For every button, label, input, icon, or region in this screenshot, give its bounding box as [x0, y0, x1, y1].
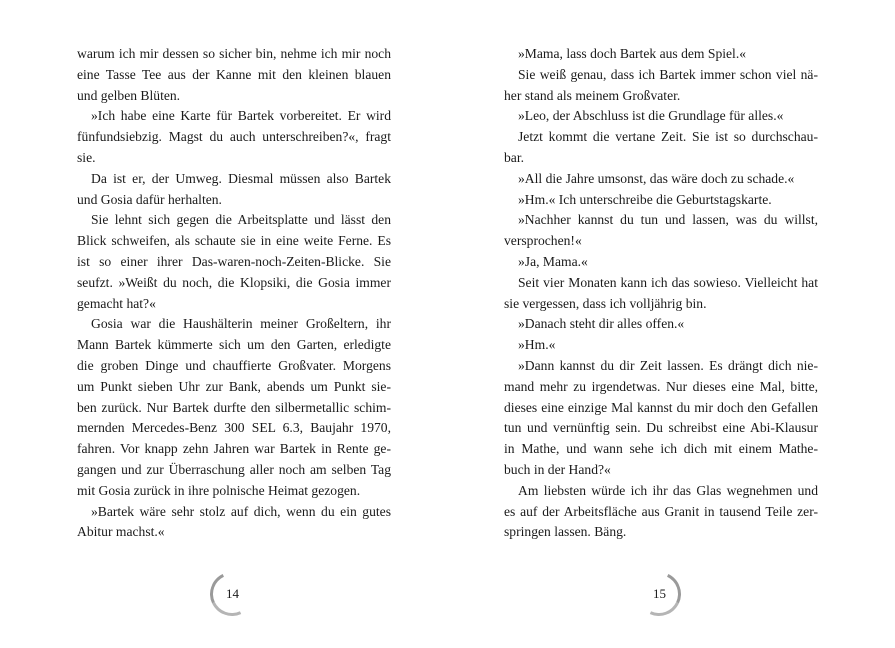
text-line: »Hm.« [518, 337, 556, 353]
text-line: Jetzt kommt die vertane Zeit. Sie ist so durchschau- [518, 129, 818, 145]
text-line: seufzt. »Weißt du noch, die Klopsiki, die Gosia immer [77, 274, 391, 290]
text-line: buch in der Hand?« [504, 461, 611, 477]
text-line: »Nachher kannst du tun und lassen, was du willst, [518, 212, 818, 228]
text-line: in Mathe, und wann sehe ich dich mit einem Mathe- [504, 441, 818, 457]
text-line: und gelben Blüten. [77, 87, 181, 103]
text-line: Sie lehnt sich gegen die Arbeitsplatte und lässt den [91, 212, 391, 228]
text-line: um Punkt sieben Uhr zur Bank, abends um Punkt sie- [77, 378, 391, 394]
text-line: »Mama, lass doch Bartek aus dem Spiel.« [518, 46, 747, 61]
text-line: Sie weiß genau, dass ich Bartek immer schon viel nä- [518, 66, 818, 82]
text-line: es auf der Arbeitsfläche aus Granit in tausend Teile zer- [504, 503, 818, 519]
text-line: mit Gosia zurück in ihre polnische Heimat gezogen. [77, 482, 361, 498]
text-line: »Dann kannst du dir Zeit lassen. Es drängt dich nie- [518, 357, 818, 373]
text-line: Da ist er, der Umweg. Diesmal müssen also Bartek [91, 170, 391, 186]
text-line: Mann Bartek kümmerte sich um den Garten, erledigte [77, 337, 391, 353]
text-line: her stand als meinem Großvater. [504, 87, 681, 103]
text-line: »Hm.« Ich unterschreibe die Geburtstagskarte. [518, 191, 772, 207]
text-line: »Danach steht dir alles offen.« [518, 316, 685, 332]
text-line: bar. [504, 149, 525, 165]
left-page-number [204, 566, 260, 622]
text-line: Am liebsten würde ich ihr das Glas wegnehmen und [518, 482, 818, 498]
text-line: sie. [77, 149, 96, 165]
text-line: Seit vier Monaten kann ich das sowieso. Vielleicht hat [518, 274, 818, 290]
text-line: ist so einer ihrer Das-waren-noch-Zeiten-Blicke. Sie [77, 253, 391, 269]
right-page-text [504, 44, 818, 543]
text-line: sie vergessen, dass ich volljährig bin. [504, 295, 707, 311]
text-line: tun und vernünftig sein. Du schreibst eine Abi-Klausur [504, 420, 818, 436]
text-line: gemacht hat?« [77, 295, 156, 311]
text-line: fünfundsiebzig. Magst du auch unterschreiben?«, fragt [77, 129, 391, 145]
text-line: »All die Jahre umsonst, das wäre doch zu schade.« [518, 170, 795, 186]
text-line: »Ich habe eine Karte für Bartek vorbereitet. Er wird [91, 108, 391, 124]
text-line: Abitur machst.« [77, 524, 165, 540]
text-line: Gosia war die Haushälterin meiner Großeltern, ihr [91, 316, 391, 332]
text-line: und Gosia dafür herhalten. [77, 191, 222, 207]
right-page-number [631, 566, 687, 622]
text-line: die groben Dinge und chauffierte Großvater. Morgens [77, 357, 391, 373]
text-line: gangen und zur Überraschung aller noch am selben Tag [77, 461, 391, 477]
text-line: fahren. Vor knapp zehn Jahren war Bartek in Rente ge- [77, 441, 391, 457]
text-line: Blick schweifen, als schaute sie in eine weite Ferne. Es [77, 233, 391, 249]
text-line: dieses eine einzige Mal kannst du mir doch den Gefallen [504, 399, 818, 415]
left-page-text [77, 44, 391, 543]
text-line: mernden Mercedes-Benz 300 SEL 6.3, Baujahr 1970, [77, 420, 391, 436]
text-line: eine Tasse Tee aus der Kanne mit den kleinen blauen [77, 66, 391, 82]
text-line: »Bartek wäre sehr stolz auf dich, wenn du ein gutes [91, 503, 391, 519]
text-line: ben zurück. Nur Bartek durfte den silbermetallic schim- [77, 399, 391, 415]
text-line: springen lassen. Bäng. [504, 524, 627, 540]
text-line: warum ich mir dessen so sicher bin, nehme ich mir noch [77, 46, 391, 61]
text-line: »Ja, Mama.« [518, 253, 588, 269]
text-line: versprochen!« [504, 233, 582, 249]
text-line: mand mehr zu irgendetwas. Nur dieses eine Mal, bitte, [504, 378, 818, 394]
text-line: »Leo, der Abschluss ist die Grundlage für alles.« [518, 108, 784, 124]
left-page-number-label: 14 [225, 586, 239, 601]
right-page-number-label: 15 [652, 586, 666, 601]
